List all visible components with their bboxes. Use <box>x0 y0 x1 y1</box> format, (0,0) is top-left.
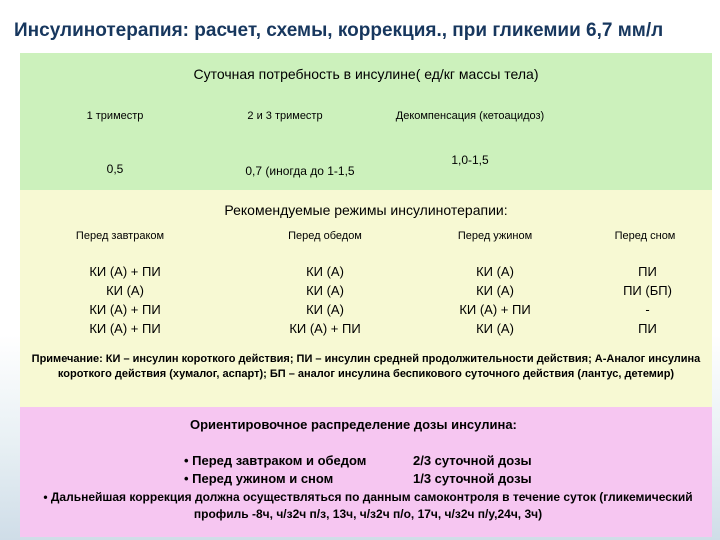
decompensation-label: Декомпенсация (кетоацидоз) <box>395 110 545 122</box>
distribution-item-1-value: 2/3 суточной дозы <box>413 453 532 468</box>
col-bedtime-regimens <box>590 262 705 338</box>
daily-need-panel <box>20 53 712 190</box>
trimester23-value: 0,7 (иногда до 1-1,5 <box>245 164 355 178</box>
distribution-item-2-value: 1/3 суточной дозы <box>413 471 532 486</box>
col-lunch-regimens <box>255 262 395 338</box>
col-lunch-label: Перед обедом <box>288 230 362 242</box>
regimen-line: КИ (А) + ПИ <box>89 321 161 336</box>
daily-need-header: Суточная потребность в инсулине( ед/кг массы тела) <box>193 66 539 82</box>
regimen-line: КИ (А) <box>306 264 344 279</box>
regimen-line: КИ (А) <box>306 283 344 298</box>
slide-title: Инсулинотерапия: расчет, схемы, коррекция., при гликемии 6,7 мм/л <box>14 20 664 41</box>
regimen-line: КИ (А) <box>476 264 514 279</box>
regimen-line: КИ (А) <box>306 302 344 317</box>
regimen-line: - <box>645 302 650 317</box>
regimen-line: КИ (А) <box>476 283 514 298</box>
col-breakfast-regimens <box>55 262 195 338</box>
regimen-line: ПИ <box>638 321 657 336</box>
decompensation-value: 1,0-1,5 <box>451 153 489 167</box>
trimester1-label: 1 триместр <box>86 110 144 122</box>
regimen-line: КИ (А) + ПИ <box>289 321 361 336</box>
distribution-item-2-label: • Перед ужином и сном <box>184 471 334 486</box>
abbreviation-note: Примечание: КИ – инсулин короткого действия; ПИ – инсулин средней продолжительности действия; А-Аналог инсулина короткого действия (хумалог, аспарт); БП – аналог инсулина беспикового суточного действия (лантус, детемир) <box>31 353 701 380</box>
col-dinner-label: Перед ужином <box>457 230 533 242</box>
col-dinner-regimens <box>425 262 565 338</box>
regimen-line: КИ (А) + ПИ <box>89 302 161 317</box>
col-bedtime-label: Перед сном <box>614 230 676 242</box>
distribution-item-1-label: • Перед завтраком и обедом <box>184 453 367 468</box>
regimens-header: Рекомендуемые режимы инсулинотерапии: <box>224 202 508 218</box>
distribution-panel <box>20 407 712 537</box>
regimen-line: КИ (А) + ПИ <box>89 264 161 279</box>
col-breakfast-label: Перед завтраком <box>75 230 165 242</box>
regimen-line: ПИ (БП) <box>623 283 672 298</box>
regimens-panel <box>20 190 712 407</box>
regimen-line: КИ (А) + ПИ <box>459 302 531 317</box>
regimen-line: ПИ <box>638 264 657 279</box>
regimen-line: КИ (А) <box>476 321 514 336</box>
trimester1-value: 0,5 <box>106 162 124 176</box>
trimester23-label: 2 и 3 триместр <box>247 110 323 122</box>
regimen-line: КИ (А) <box>106 283 144 298</box>
distribution-header: Ориентировочное распределение дозы инсулина: <box>190 417 517 432</box>
correction-note: • Дальнейшая коррекция должна осуществляться по данным самоконтроля в течение суток (гликемический профиль -8ч, ч/з2ч п/з, 13ч, ч/з2ч п/о, 17ч, ч/з2ч п/у,24ч, 3ч) <box>43 490 693 521</box>
